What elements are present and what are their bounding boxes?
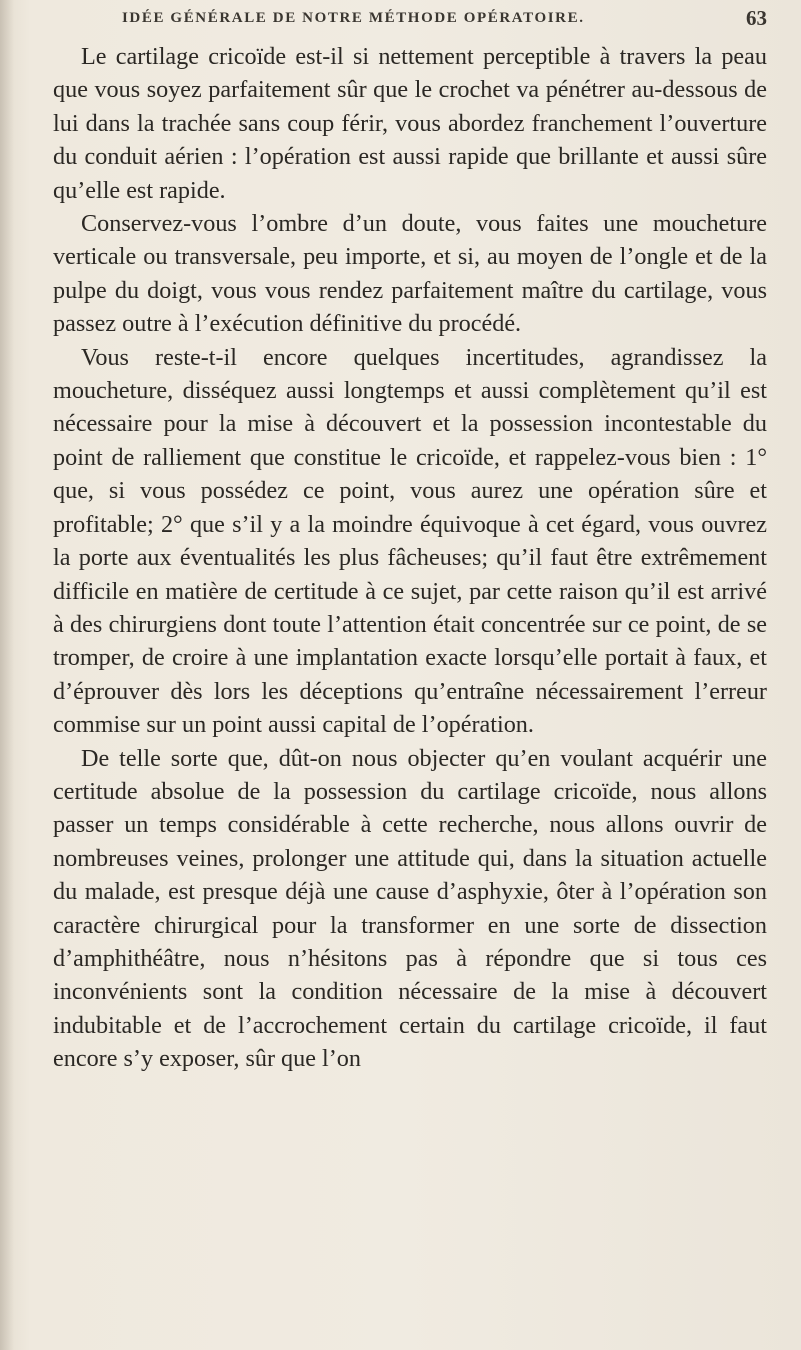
running-title: IDÉE GÉNÉRALE DE NOTRE MÉTHODE OPÉRATOIRE. [122,10,585,26]
paragraph-4: De telle sorte que, dût-on nous objecter qu’en voulant acquérir une certitude absolue de la possession du cartilage cricoïde, nous allons passer un temps considérable à cette recherche, nous allons ouvrir de nombreuses veines, prolonger une attitude qui, dans la situation actuelle du malade, est presque déjà une cause d’asphyxie, ôter à l’opération son caractère chirurgical pour la transformer en une sorte de dissection d’amphithéâtre, nous n’hésitons pas à répondre que si tous ces inconvénients sont la condition nécessaire de la mise à découvert indubitable et de l’accrochement certain du cartilage cricoïde, il faut encore s’y exposer, sûr que l’on [53,744,767,1073]
paragraph-2: Conservez-vous l’ombre d’un doute, vous faites une moucheture verticale ou transversale, peu importe, et si, au moyen de l’ongle et de la pulpe du doigt, vous vous rendez parfaitement maître du cartilage, vous passez outre à l’exécution définitive du procédé. [53,210,767,338]
page-number: 63 [746,6,767,30]
body-text [53,40,767,1076]
running-head [122,6,767,34]
paragraph-3: Vous reste-t-il encore quelques incertitudes, agrandissez la moucheture, disséquez aussi longtemps et aussi complètement qu’il est nécessaire pour la mise à découvert et la possession incontestable du point de ralliement que constitue le cricoïde, et rappelez-vous bien : 1° que, si vous possédez ce point, vous aurez une opération sûre et profitable; 2° que s’il y a la moindre équivoque à cet égard, vous ouvrez la porte aux éventualités les plus fâcheuses; qu’il faut être extrêmement difficile en matière de certitude à ce sujet, par cette raison qu’il est arrivé à des chirurgiens dont toute l’attention était concentrée sur ce point, de se tromper, de croire à une implantation exacte lorsqu’elle portait à faux, et d’éprouver dès lors les déceptions qu’entraîne nécessairement l’erreur commise sur un point aussi capital de l’opération. [53,343,767,739]
binding-shadow [0,0,14,1350]
paragraph-1: Le cartilage cricoïde est-il si nettement perceptible à travers la peau que vous soyez parfaitement sûr que le crochet va pénétrer au-dessous de lui dans la trachée sans coup férir, vous abordez franchement l’ouverture du conduit aérien : l’opération est aussi rapide que brillante et aussi sûre qu’elle est rapide. [53,43,767,204]
